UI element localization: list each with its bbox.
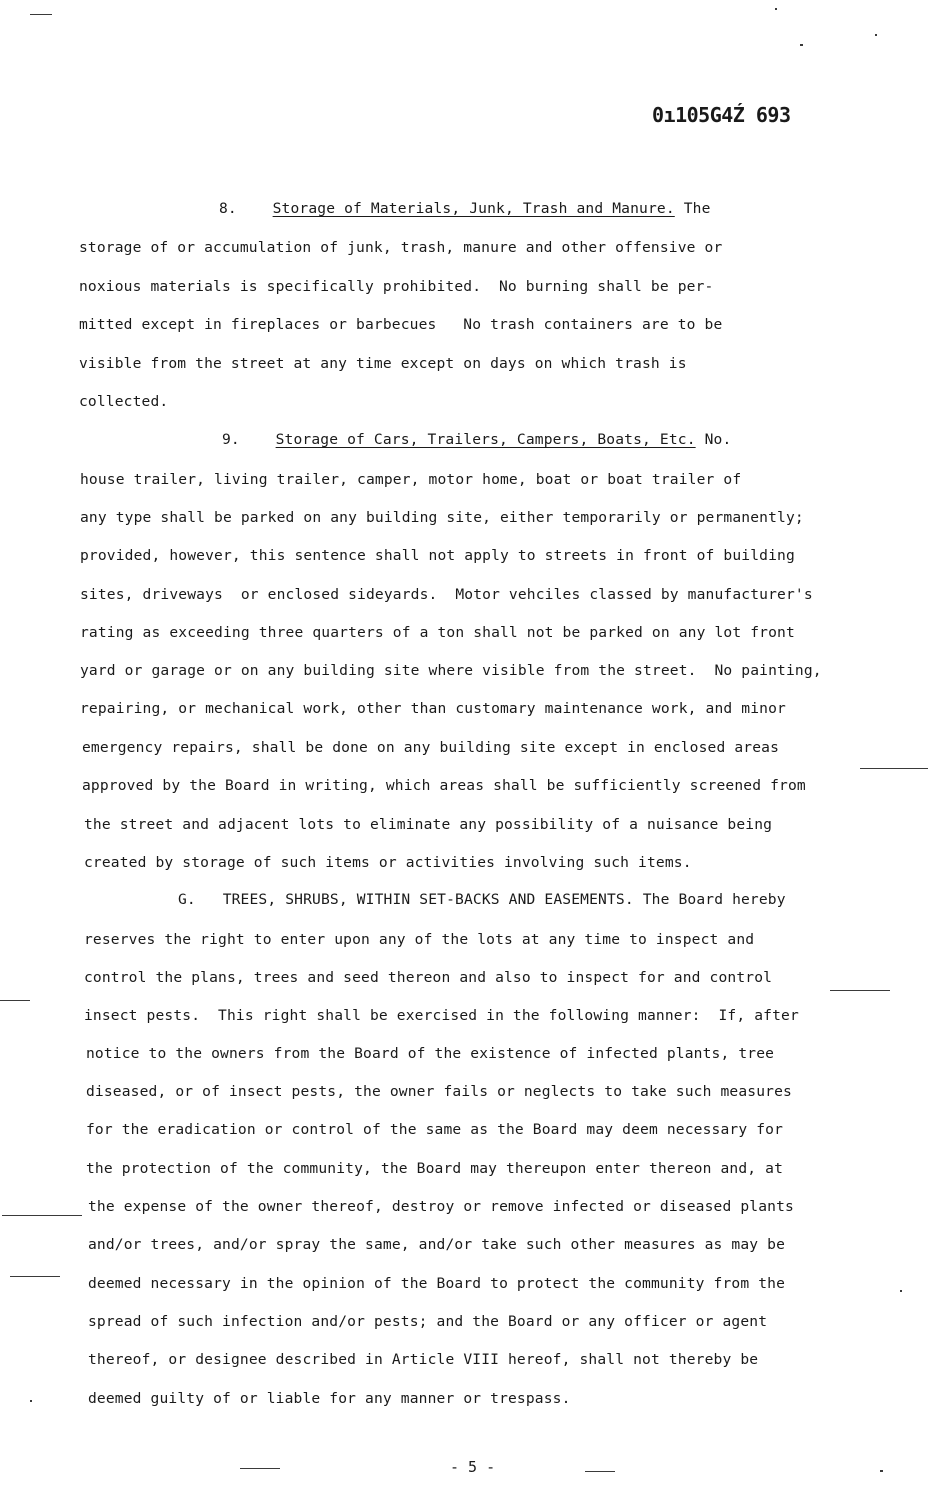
section-9-line-10: the street and adjacent lots to eliminate any possibility of a nuisance being — [84, 816, 773, 833]
section-9-number: 9. — [222, 431, 240, 448]
section-9-line-0: No. — [695, 431, 732, 448]
section-8-line-5: collected. — [79, 393, 169, 410]
section-g-line-8: the expense of the owner thereof, destroy or remove infected or diseased plants — [88, 1198, 794, 1215]
section-g-line-5: diseased, or of insect pests, the owner fails or neglects to take such measures — [86, 1083, 792, 1100]
section-9-heading-line — [222, 430, 731, 450]
section-9-line-1: house trailer, living trailer, camper, motor home, boat or boat trailer of — [80, 471, 742, 488]
section-g-line-11: spread of such infection and/or pests; and the Board or any officer or agent — [88, 1313, 768, 1330]
section-g-line-0: The Board hereby — [633, 891, 786, 908]
section-9-line-6: yard or garage or on any building site where visible from the street. No painting, — [80, 662, 822, 679]
section-g-line-4: notice to the owners from the Board of the existence of infected plants, tree — [86, 1045, 775, 1062]
section-8-line-1: storage of or accumulation of junk, trash, manure and other offensive or — [79, 239, 723, 256]
page-number: - 5 - — [450, 1458, 496, 1476]
section-9-line-5: rating as exceeding three quarters of a ton shall not be parked on any lot front — [80, 624, 795, 641]
section-9-line-7: repairing, or mechanical work, other than customary maintenance work, and minor — [80, 700, 786, 717]
section-g-line-6: for the eradication or control of the same as the Board may deem necessary for — [86, 1121, 784, 1138]
section-g-line-7: the protection of the community, the Board may thereupon enter thereon and, at — [86, 1160, 784, 1177]
section-8-line-4: visible from the street at any time except on days on which trash is — [79, 355, 687, 372]
section-g-heading: TREES, SHRUBS, WITHIN SET-BACKS AND EASEMENTS. — [222, 891, 634, 908]
section-g-line-9: and/or trees, and/or spray the same, and/or take such other measures as may be — [88, 1236, 786, 1253]
section-9-line-2: any type shall be parked on any building site, either temporarily or permanently; — [80, 509, 804, 526]
section-9-line-11: created by storage of such items or activities involving such items. — [84, 854, 692, 871]
section-9-heading: Storage of Cars, Trailers, Campers, Boats, Etc. — [275, 431, 696, 448]
section-8-heading-line — [219, 199, 711, 219]
section-9-line-9: approved by the Board in writing, which areas shall be sufficiently screened from — [82, 777, 806, 794]
section-8-line-0: The — [674, 200, 711, 217]
section-g-line-12: thereof, or designee described in Article VIII hereof, shall not thereby be — [88, 1351, 759, 1368]
document-number: 0ı105G4Ź 693 — [652, 103, 791, 127]
section-g-number: G. — [178, 891, 196, 908]
section-8-line-3: mitted except in fireplaces or barbecues No trash containers are to be — [79, 316, 723, 333]
section-g-line-2: control the plans, trees and seed thereon and also to inspect for and control — [84, 969, 773, 986]
section-g-line-3: insect pests. This right shall be exercised in the following manner: If, after — [84, 1007, 799, 1024]
section-g-heading-line — [178, 890, 786, 910]
section-9-line-8: emergency repairs, shall be done on any building site except in enclosed areas — [82, 739, 780, 756]
section-8-heading: Storage of Materials, Junk, Trash and Manure. — [272, 200, 675, 217]
section-8-number: 8. — [219, 200, 237, 217]
section-g-line-13: deemed guilty of or liable for any manner or trespass. — [88, 1390, 571, 1407]
section-9-line-4: sites, driveways or enclosed sideyards. Motor vehciles classed by manufacturer's — [80, 586, 813, 603]
section-g-line-10: deemed necessary in the opinion of the Board to protect the community from the — [88, 1275, 786, 1292]
section-8-line-2: noxious materials is specifically prohibited. No burning shall be per- — [79, 278, 714, 295]
section-g-line-1: reserves the right to enter upon any of the lots at any time to inspect and — [84, 931, 755, 948]
section-9-line-3: provided, however, this sentence shall not apply to streets in front of building — [80, 547, 795, 564]
